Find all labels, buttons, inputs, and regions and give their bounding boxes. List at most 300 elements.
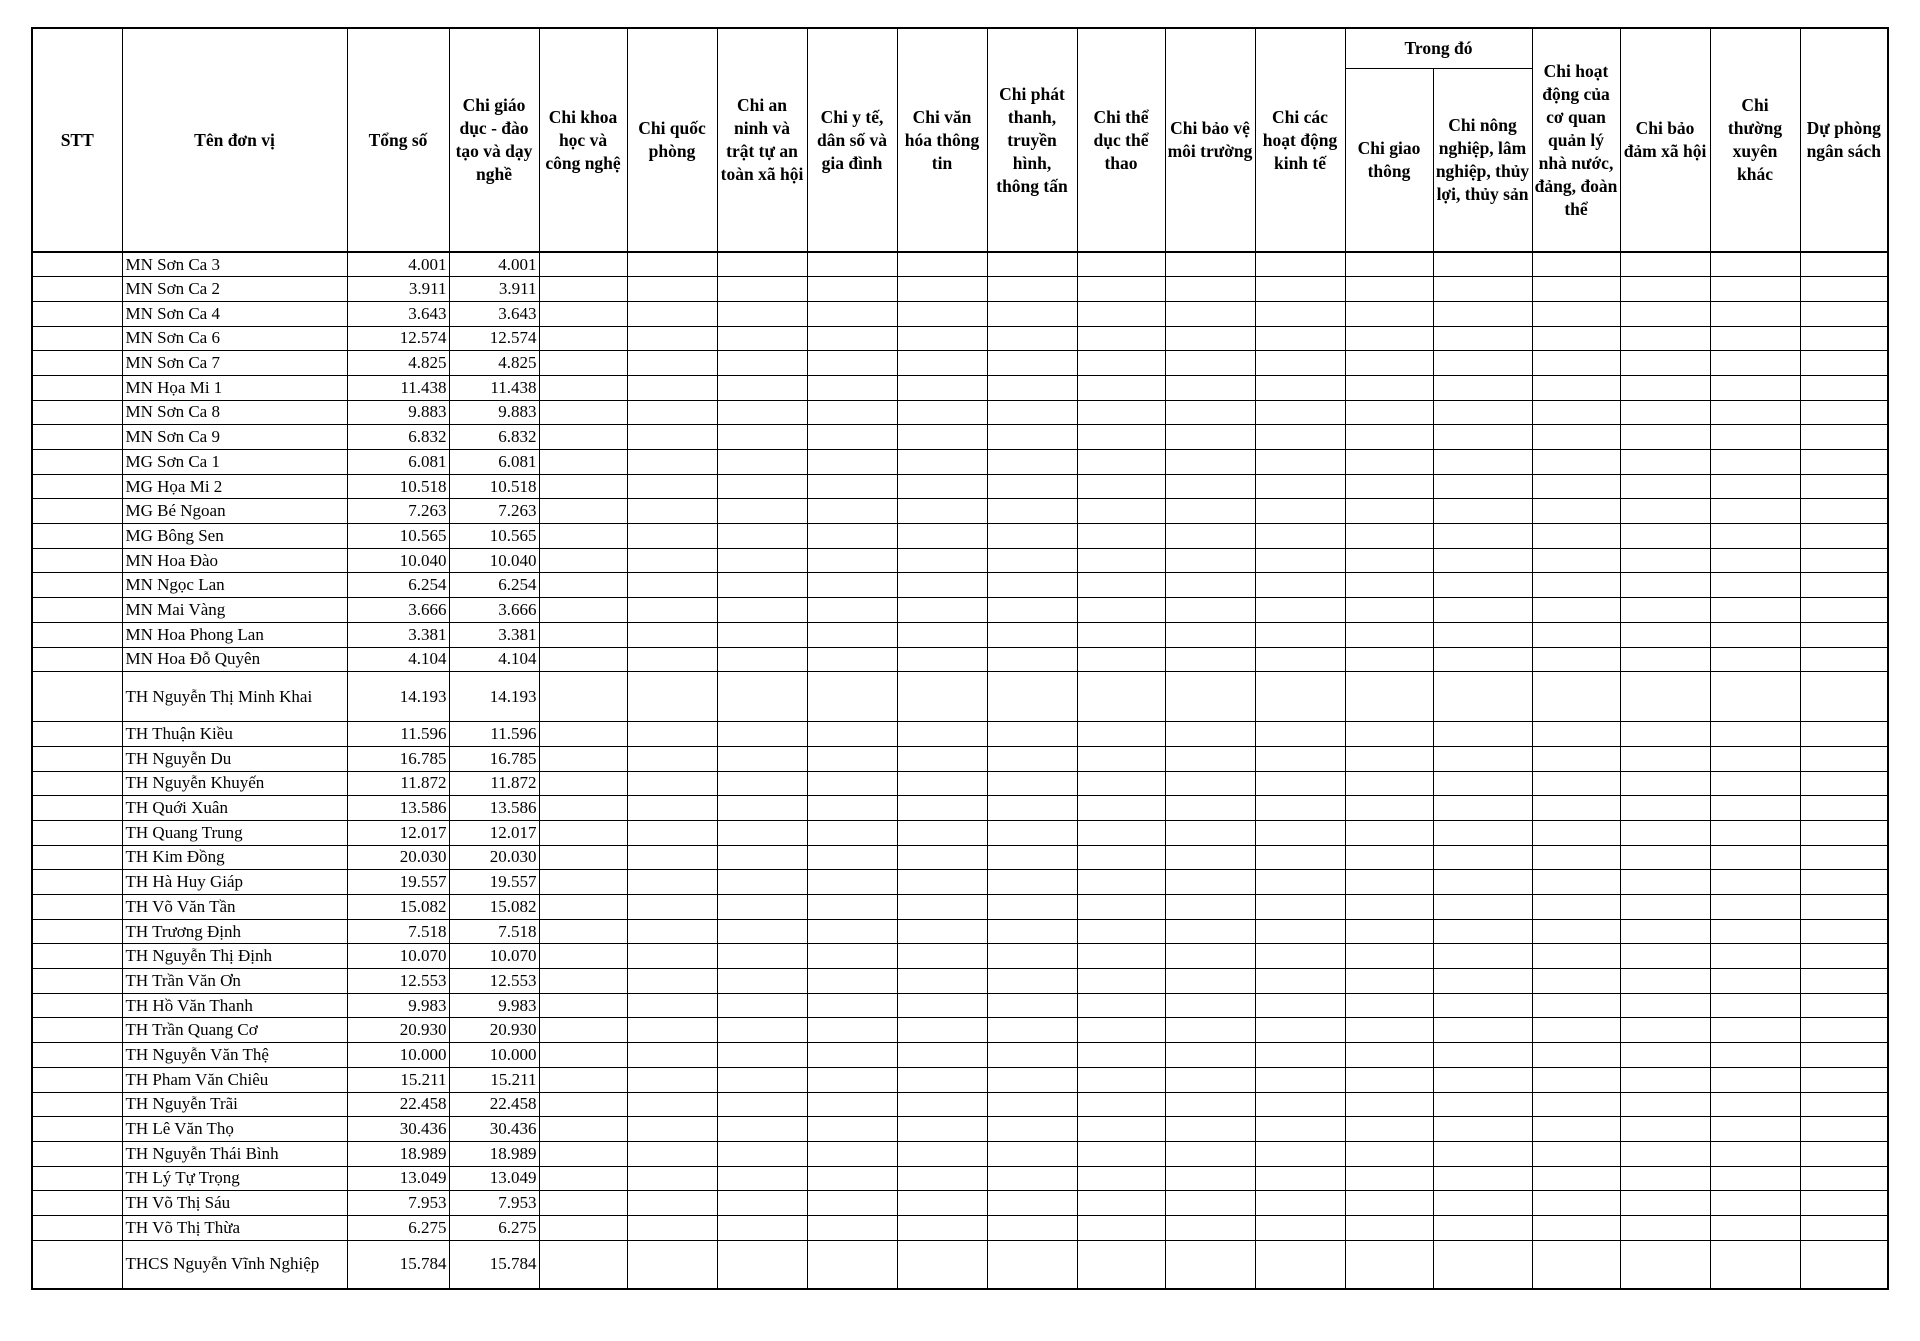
sports-cell [1077, 895, 1165, 920]
health-cell [807, 1117, 897, 1142]
unit-name-cell: TH Nguyễn Trãi [122, 1092, 347, 1117]
social-security-cell [1620, 252, 1710, 277]
environment-cell [1165, 845, 1255, 870]
header-social-security: Chi bảo đảm xã hội [1620, 28, 1710, 252]
defense-cell [627, 1141, 717, 1166]
health-cell [807, 919, 897, 944]
health-cell [807, 573, 897, 598]
science-cell [539, 1092, 627, 1117]
unit-name-cell: TH Hồ Văn Thanh [122, 993, 347, 1018]
economic-cell [1255, 400, 1345, 425]
other-cell [1710, 771, 1800, 796]
education-cell: 18.989 [449, 1141, 539, 1166]
education-cell: 6.832 [449, 425, 539, 450]
reserve-cell [1800, 1215, 1888, 1240]
sports-cell [1077, 301, 1165, 326]
administration-cell [1532, 969, 1620, 994]
transport-cell [1345, 622, 1433, 647]
sports-cell [1077, 796, 1165, 821]
administration-cell [1532, 944, 1620, 969]
unit-name-cell: MG Bông Sen [122, 524, 347, 549]
agriculture-cell [1433, 647, 1532, 672]
other-cell [1710, 796, 1800, 821]
stt-cell [32, 722, 122, 747]
defense-cell [627, 1018, 717, 1043]
culture-cell [897, 722, 987, 747]
agriculture-cell [1433, 845, 1532, 870]
stt-cell [32, 820, 122, 845]
transport-cell [1345, 252, 1433, 277]
broadcast-cell [987, 647, 1077, 672]
sports-cell [1077, 771, 1165, 796]
education-cell: 6.254 [449, 573, 539, 598]
table-row [32, 1117, 1888, 1142]
environment-cell [1165, 796, 1255, 821]
sports-cell [1077, 1092, 1165, 1117]
health-cell [807, 622, 897, 647]
agriculture-cell [1433, 499, 1532, 524]
total-cell: 10.565 [347, 524, 449, 549]
transport-cell [1345, 573, 1433, 598]
agriculture-cell [1433, 1215, 1532, 1240]
table-row [32, 672, 1888, 722]
unit-name-cell: TH Trần Văn Ơn [122, 969, 347, 994]
security-cell [717, 301, 807, 326]
social-security-cell [1620, 796, 1710, 821]
transport-cell [1345, 548, 1433, 573]
culture-cell [897, 870, 987, 895]
defense-cell [627, 474, 717, 499]
reserve-cell [1800, 375, 1888, 400]
economic-cell [1255, 326, 1345, 351]
transport-cell [1345, 771, 1433, 796]
environment-cell [1165, 1018, 1255, 1043]
header-agriculture: Chi nông nghiệp, lâm nghiệp, thủy lợi, thủy sản [1433, 68, 1532, 252]
reserve-cell [1800, 1092, 1888, 1117]
social-security-cell [1620, 672, 1710, 722]
environment-cell [1165, 277, 1255, 302]
reserve-cell [1800, 548, 1888, 573]
defense-cell [627, 622, 717, 647]
stt-cell [32, 993, 122, 1018]
other-cell [1710, 375, 1800, 400]
other-cell [1710, 450, 1800, 475]
culture-cell [897, 474, 987, 499]
header-other: Chi thường xuyên khác [1710, 28, 1800, 252]
education-cell: 10.040 [449, 548, 539, 573]
science-cell [539, 474, 627, 499]
education-cell: 10.565 [449, 524, 539, 549]
unit-name-cell: TH Võ Thị Thừa [122, 1215, 347, 1240]
stt-cell [32, 796, 122, 821]
broadcast-cell [987, 524, 1077, 549]
culture-cell [897, 1043, 987, 1068]
other-cell [1710, 1043, 1800, 1068]
stt-cell [32, 845, 122, 870]
broadcast-cell [987, 277, 1077, 302]
economic-cell [1255, 1141, 1345, 1166]
total-cell: 30.436 [347, 1117, 449, 1142]
economic-cell [1255, 351, 1345, 376]
unit-name-cell: TH Nguyễn Thị Định [122, 944, 347, 969]
header-health: Chi y tế, dân số và gia đình [807, 28, 897, 252]
security-cell [717, 1043, 807, 1068]
unit-name-cell: TH Quang Trung [122, 820, 347, 845]
health-cell [807, 326, 897, 351]
sports-cell [1077, 1215, 1165, 1240]
science-cell [539, 1067, 627, 1092]
other-cell [1710, 969, 1800, 994]
broadcast-cell [987, 573, 1077, 598]
economic-cell [1255, 573, 1345, 598]
administration-cell [1532, 1018, 1620, 1043]
defense-cell [627, 1092, 717, 1117]
total-cell: 3.643 [347, 301, 449, 326]
defense-cell [627, 870, 717, 895]
security-cell [717, 820, 807, 845]
health-cell [807, 598, 897, 623]
education-cell: 4.104 [449, 647, 539, 672]
science-cell [539, 598, 627, 623]
total-cell: 6.254 [347, 573, 449, 598]
social-security-cell [1620, 993, 1710, 1018]
culture-cell [897, 1018, 987, 1043]
health-cell [807, 1043, 897, 1068]
culture-cell [897, 450, 987, 475]
unit-name-cell: MN Sơn Ca 9 [122, 425, 347, 450]
stt-cell [32, 277, 122, 302]
broadcast-cell [987, 375, 1077, 400]
health-cell [807, 895, 897, 920]
agriculture-cell [1433, 450, 1532, 475]
security-cell [717, 351, 807, 376]
table-row [32, 375, 1888, 400]
unit-name-cell: MG Họa Mi 2 [122, 474, 347, 499]
culture-cell [897, 301, 987, 326]
social-security-cell [1620, 870, 1710, 895]
table-header [32, 28, 1888, 252]
table-row [32, 1067, 1888, 1092]
social-security-cell [1620, 919, 1710, 944]
administration-cell [1532, 1191, 1620, 1216]
administration-cell [1532, 351, 1620, 376]
stt-cell [32, 351, 122, 376]
reserve-cell [1800, 573, 1888, 598]
stt-cell [32, 1166, 122, 1191]
security-cell [717, 1092, 807, 1117]
other-cell [1710, 499, 1800, 524]
broadcast-cell [987, 252, 1077, 277]
administration-cell [1532, 425, 1620, 450]
education-cell: 11.438 [449, 375, 539, 400]
science-cell [539, 647, 627, 672]
social-security-cell [1620, 1166, 1710, 1191]
unit-name-cell: MN Mai Vàng [122, 598, 347, 623]
broadcast-cell [987, 425, 1077, 450]
transport-cell [1345, 326, 1433, 351]
environment-cell [1165, 1067, 1255, 1092]
education-cell: 20.930 [449, 1018, 539, 1043]
administration-cell [1532, 1240, 1620, 1289]
table-row [32, 944, 1888, 969]
table-row [32, 252, 1888, 277]
defense-cell [627, 771, 717, 796]
sports-cell [1077, 277, 1165, 302]
social-security-cell [1620, 474, 1710, 499]
other-cell [1710, 1092, 1800, 1117]
security-cell [717, 375, 807, 400]
table-row [32, 1043, 1888, 1068]
science-cell [539, 771, 627, 796]
education-cell: 12.574 [449, 326, 539, 351]
environment-cell [1165, 301, 1255, 326]
environment-cell [1165, 969, 1255, 994]
other-cell [1710, 647, 1800, 672]
agriculture-cell [1433, 672, 1532, 722]
social-security-cell [1620, 845, 1710, 870]
science-cell [539, 450, 627, 475]
other-cell [1710, 1117, 1800, 1142]
reserve-cell [1800, 326, 1888, 351]
agriculture-cell [1433, 969, 1532, 994]
science-cell [539, 524, 627, 549]
table-row [32, 1215, 1888, 1240]
agriculture-cell [1433, 598, 1532, 623]
economic-cell [1255, 895, 1345, 920]
administration-cell [1532, 771, 1620, 796]
sports-cell [1077, 351, 1165, 376]
science-cell [539, 1240, 627, 1289]
environment-cell [1165, 746, 1255, 771]
health-cell [807, 1191, 897, 1216]
total-cell: 19.557 [347, 870, 449, 895]
health-cell [807, 672, 897, 722]
broadcast-cell [987, 351, 1077, 376]
stt-cell [32, 647, 122, 672]
total-cell: 22.458 [347, 1092, 449, 1117]
security-cell [717, 796, 807, 821]
defense-cell [627, 351, 717, 376]
health-cell [807, 425, 897, 450]
sports-cell [1077, 993, 1165, 1018]
health-cell [807, 252, 897, 277]
education-cell: 11.596 [449, 722, 539, 747]
stt-cell [32, 524, 122, 549]
stt-cell [32, 1191, 122, 1216]
economic-cell [1255, 796, 1345, 821]
broadcast-cell [987, 499, 1077, 524]
defense-cell [627, 425, 717, 450]
culture-cell [897, 425, 987, 450]
unit-name-cell: MG Sơn Ca 1 [122, 450, 347, 475]
agriculture-cell [1433, 524, 1532, 549]
stt-cell [32, 375, 122, 400]
health-cell [807, 1092, 897, 1117]
security-cell [717, 771, 807, 796]
transport-cell [1345, 1067, 1433, 1092]
defense-cell [627, 944, 717, 969]
economic-cell [1255, 820, 1345, 845]
table-row [32, 722, 1888, 747]
total-cell: 10.040 [347, 548, 449, 573]
economic-cell [1255, 672, 1345, 722]
administration-cell [1532, 722, 1620, 747]
table-row [32, 450, 1888, 475]
environment-cell [1165, 820, 1255, 845]
total-cell: 9.983 [347, 993, 449, 1018]
broadcast-cell [987, 474, 1077, 499]
agriculture-cell [1433, 919, 1532, 944]
total-cell: 16.785 [347, 746, 449, 771]
social-security-cell [1620, 375, 1710, 400]
transport-cell [1345, 796, 1433, 821]
defense-cell [627, 1043, 717, 1068]
culture-cell [897, 895, 987, 920]
health-cell [807, 548, 897, 573]
culture-cell [897, 524, 987, 549]
social-security-cell [1620, 622, 1710, 647]
unit-name-cell: MN Sơn Ca 3 [122, 252, 347, 277]
education-cell: 6.081 [449, 450, 539, 475]
economic-cell [1255, 524, 1345, 549]
table-row [32, 647, 1888, 672]
social-security-cell [1620, 1141, 1710, 1166]
other-cell [1710, 870, 1800, 895]
table-row [32, 548, 1888, 573]
reserve-cell [1800, 993, 1888, 1018]
agriculture-cell [1433, 993, 1532, 1018]
transport-cell [1345, 277, 1433, 302]
economic-cell [1255, 1191, 1345, 1216]
defense-cell [627, 672, 717, 722]
environment-cell [1165, 919, 1255, 944]
agriculture-cell [1433, 301, 1532, 326]
economic-cell [1255, 722, 1345, 747]
transport-cell [1345, 647, 1433, 672]
sports-cell [1077, 474, 1165, 499]
agriculture-cell [1433, 548, 1532, 573]
economic-cell [1255, 1067, 1345, 1092]
administration-cell [1532, 622, 1620, 647]
table-row [32, 895, 1888, 920]
agriculture-cell [1433, 771, 1532, 796]
social-security-cell [1620, 969, 1710, 994]
education-cell: 19.557 [449, 870, 539, 895]
culture-cell [897, 1092, 987, 1117]
agriculture-cell [1433, 746, 1532, 771]
science-cell [539, 301, 627, 326]
administration-cell [1532, 548, 1620, 573]
stt-cell [32, 944, 122, 969]
agriculture-cell [1433, 1240, 1532, 1289]
reserve-cell [1800, 301, 1888, 326]
administration-cell [1532, 1092, 1620, 1117]
other-cell [1710, 746, 1800, 771]
agriculture-cell [1433, 1191, 1532, 1216]
table-row [32, 400, 1888, 425]
environment-cell [1165, 895, 1255, 920]
administration-cell [1532, 450, 1620, 475]
stt-cell [32, 252, 122, 277]
header-unit-name: Tên đơn vị [122, 28, 347, 252]
other-cell [1710, 598, 1800, 623]
unit-name-cell: MN Sơn Ca 7 [122, 351, 347, 376]
reserve-cell [1800, 252, 1888, 277]
table-row [32, 1092, 1888, 1117]
administration-cell [1532, 573, 1620, 598]
other-cell [1710, 425, 1800, 450]
broadcast-cell [987, 622, 1077, 647]
health-cell [807, 969, 897, 994]
reserve-cell [1800, 1043, 1888, 1068]
transport-cell [1345, 1141, 1433, 1166]
science-cell [539, 895, 627, 920]
total-cell: 14.193 [347, 672, 449, 722]
culture-cell [897, 252, 987, 277]
health-cell [807, 277, 897, 302]
total-cell: 11.438 [347, 375, 449, 400]
security-cell [717, 672, 807, 722]
stt-cell [32, 301, 122, 326]
culture-cell [897, 919, 987, 944]
defense-cell [627, 919, 717, 944]
science-cell [539, 375, 627, 400]
social-security-cell [1620, 647, 1710, 672]
transport-cell [1345, 301, 1433, 326]
header-administration: Chi hoạt động của cơ quan quản lý nhà nước, đảng, đoàn thể [1532, 28, 1620, 252]
transport-cell [1345, 351, 1433, 376]
unit-name-cell: TH Nguyễn Khuyến [122, 771, 347, 796]
administration-cell [1532, 1043, 1620, 1068]
environment-cell [1165, 1240, 1255, 1289]
total-cell: 7.518 [347, 919, 449, 944]
agriculture-cell [1433, 474, 1532, 499]
agriculture-cell [1433, 1092, 1532, 1117]
transport-cell [1345, 870, 1433, 895]
health-cell [807, 400, 897, 425]
security-cell [717, 969, 807, 994]
stt-cell [32, 573, 122, 598]
table-row [32, 277, 1888, 302]
sports-cell [1077, 573, 1165, 598]
education-cell: 3.666 [449, 598, 539, 623]
security-cell [717, 944, 807, 969]
security-cell [717, 746, 807, 771]
reserve-cell [1800, 746, 1888, 771]
table-row [32, 993, 1888, 1018]
administration-cell [1532, 647, 1620, 672]
agriculture-cell [1433, 326, 1532, 351]
stt-cell [32, 450, 122, 475]
security-cell [717, 895, 807, 920]
agriculture-cell [1433, 1166, 1532, 1191]
transport-cell [1345, 1092, 1433, 1117]
culture-cell [897, 548, 987, 573]
table-row [32, 1166, 1888, 1191]
science-cell [539, 746, 627, 771]
science-cell [539, 870, 627, 895]
transport-cell [1345, 375, 1433, 400]
document-sheet [31, 27, 1889, 1290]
unit-name-cell: TH Võ Thị Sáu [122, 1191, 347, 1216]
transport-cell [1345, 1043, 1433, 1068]
environment-cell [1165, 722, 1255, 747]
administration-cell [1532, 252, 1620, 277]
health-cell [807, 647, 897, 672]
total-cell: 3.381 [347, 622, 449, 647]
table-row [32, 351, 1888, 376]
environment-cell [1165, 548, 1255, 573]
